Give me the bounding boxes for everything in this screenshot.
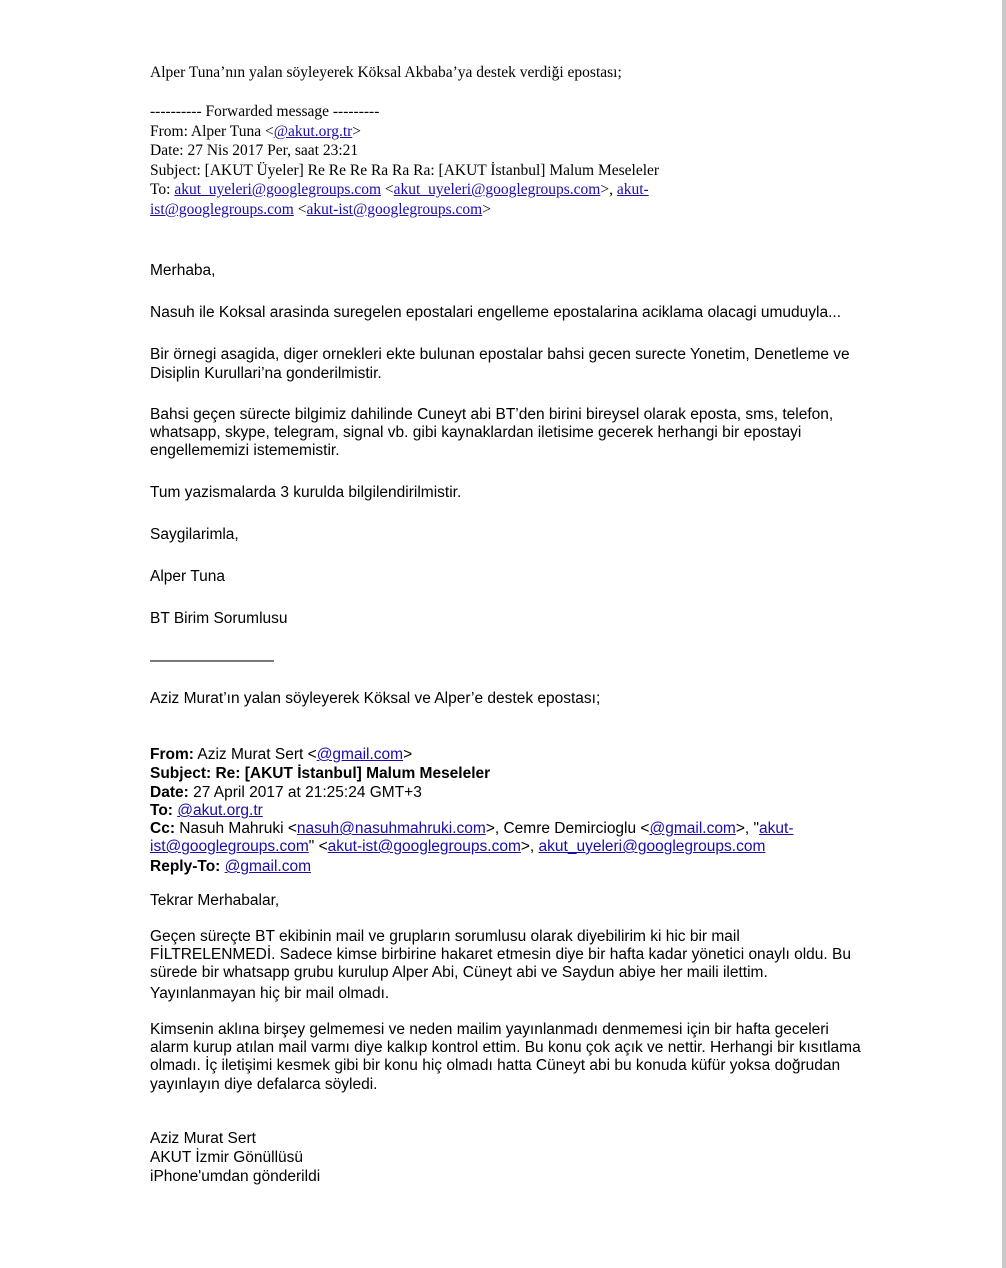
- body2-paragraph-2-line-3: olmadı. İç iletişimi kesmek gibi bir konu hiç olmadı hatta Cüneyt abi bu konuda küfür yoksa doğrudan: [150, 1057, 841, 1074]
- body2-paragraph-2-line-4: yayınlayın diye defalarca söyledi.: [150, 1076, 378, 1093]
- body1-paragraph-2-line-1: Bir örnegi asagida, diger ornekleri ekte bulunan epostalar bahsi gecen surecte Yonetim, Denetleme ve: [150, 346, 850, 363]
- msg2-replyto-line: [150, 857, 311, 876]
- body2-paragraph-1-line-1: Geçen süreçte BT ekibinin mail ve grupların sorumlusu olarak diyebilirim ki hic bir mail: [150, 928, 740, 945]
- msg2-subject-line: Subject: Re: [AKUT İstanbul] Malum Meseleler: [150, 765, 491, 782]
- msg2-date-label: Date:: [150, 784, 189, 801]
- fwd-to-sep-3: <: [293, 201, 307, 218]
- body1-closing: Saygilarimla,: [150, 526, 239, 543]
- body1-paragraph-3-line-3: engellememizi istememistir.: [150, 442, 340, 459]
- body1-paragraph-4: Tum yazismalarda 3 kurulda bilgilendirilmistir.: [150, 484, 462, 501]
- body2-signature-org: AKUT İzmir Gönüllüsü: [150, 1149, 304, 1166]
- fwd-to-link-4[interactable]: akut-ist@googlegroups.com: [306, 201, 483, 218]
- msg2-to-label: To:: [150, 802, 173, 819]
- body1-greeting: Merhaba,: [150, 262, 216, 279]
- msg2-from-suffix: >: [403, 746, 413, 763]
- body2-paragraph-2-line-2: alarm kurup atılan mail varmı diye kalkıp kontrol ettim. Bu konu çok açık ve nettir. Herhangi bir kısıtlama: [150, 1039, 861, 1056]
- msg2-replyto-label: Reply-To:: [150, 858, 221, 875]
- msg2-cc-text-1: Nasuh Mahruki <: [174, 820, 297, 837]
- msg2-cc-label: Cc:: [150, 820, 175, 837]
- fwd-from-email-link[interactable]: @akut.org.tr: [273, 123, 353, 140]
- msg2-cc-link-3b[interactable]: ist@googlegroups.com: [150, 838, 309, 855]
- msg2-cc-link-1[interactable]: nasuh@nasuhmahruki.com: [296, 820, 486, 837]
- msg2-to-email-link[interactable]: @akut.org.tr: [177, 802, 263, 819]
- fwd-from-suffix: >: [352, 123, 362, 140]
- fwd-to-line: [150, 180, 649, 199]
- msg2-cc-text-2: >, Cemre Demircioglu <: [485, 820, 650, 837]
- fwd-to-link-3a[interactable]: akut-: [616, 181, 649, 198]
- msg2-cc-line: [150, 819, 794, 838]
- fwd-to-sep-2: >,: [600, 181, 617, 198]
- fwd-to-prefix: To:: [150, 181, 175, 198]
- body1-paragraph-2-line-2: Disiplin Kurullari’na gonderilmistir.: [150, 365, 382, 382]
- body2-paragraph-2-line-1: Kimsenin aklına birşey gelmemesi ve neden mailim yayınlanmadı denmemesi için bir hafta geceleri: [150, 1021, 829, 1038]
- msg2-from-line: [150, 745, 412, 764]
- msg2-date-text: 27 April 2017 at 21:25:24 GMT+3: [188, 784, 422, 801]
- body1-dash-divider: ————————: [150, 652, 274, 669]
- msg2-to-line: [150, 801, 263, 820]
- fwd-to-line-2: [150, 200, 491, 219]
- msg2-replyto-email-link[interactable]: @gmail.com: [224, 858, 312, 875]
- fwd-to-sep-1: <: [381, 181, 394, 198]
- body2-greeting: Tekrar Merhabalar,: [150, 892, 280, 909]
- body1-paragraph-1: Nasuh ile Koksal arasinda suregelen epostalari engelleme epostalarina aciklama olacagi umuduyla...: [150, 304, 842, 321]
- fwd-subject-line: Subject: [AKUT Üyeler] Re Re Re Ra Ra Ra: [AKUT İstanbul] Malum Meseleler: [150, 162, 660, 179]
- msg2-from-email-link[interactable]: @gmail.com: [316, 746, 404, 763]
- body2-signature-device: iPhone'umdan gönderildi: [150, 1168, 321, 1185]
- fwd-date-line: Date: 27 Nis 2017 Per, saat 23:21: [150, 142, 359, 159]
- msg2-cc-link-5[interactable]: akut_uyeleri@googlegroups.com: [538, 838, 766, 855]
- body2-paragraph-1-line-4: Yayınlanmayan hiç bir mail olmadı.: [150, 985, 390, 1002]
- fwd-to-link-2[interactable]: akut_uyeleri@googlegroups.com: [393, 181, 601, 198]
- msg2-cc-text-5: >,: [520, 838, 539, 855]
- msg2-cc-text-3: >, ": [735, 820, 760, 837]
- fwd-to-link-3b[interactable]: ist@googlegroups.com: [150, 201, 294, 218]
- msg2-cc-link-3a[interactable]: akut-: [759, 820, 794, 837]
- fwd-to-link-1[interactable]: akut_uyeleri@googlegroups.com: [174, 181, 382, 198]
- forward-separator: ---------- Forwarded message ---------: [150, 103, 380, 120]
- fwd-to-sep-4: >: [482, 201, 491, 218]
- body2-paragraph-1-line-3: sürede bir whatsapp grubu kurulup Alper Abi, Cüneyt abi ve Saydun abiye her maili ilettim.: [150, 964, 768, 981]
- body1-paragraph-3-line-2: whatsapp, skype, telegram, signal vb. gibi kaynaklardan iletisime gecerek herhangi bir epostayi: [150, 424, 802, 441]
- msg2-cc-link-4[interactable]: akut-ist@googlegroups.com: [327, 838, 521, 855]
- msg2-cc-line-2: [150, 837, 765, 856]
- page-edge: [1002, 0, 1006, 1268]
- intro2-line: Aziz Murat’ın yalan söyleyerek Köksal ve Alper’e destek epostası;: [150, 690, 601, 707]
- msg2-date-line: [150, 783, 422, 802]
- intro-line: Alper Tuna’nın yalan söyleyerek Köksal Akbaba’ya destek verdiği epostası;: [150, 64, 622, 81]
- msg2-from-label: From:: [150, 746, 194, 763]
- body2-signature-name: Aziz Murat Sert: [150, 1130, 256, 1147]
- body1-signature-title: BT Birim Sorumlusu: [150, 610, 288, 627]
- body2-paragraph-1-line-2: FİLTRELENMEDİ. Sadece kimse birbirine hakaret etmesin diye bir hafta kadar yönetici onaylı oldu. Bu: [150, 946, 851, 963]
- fwd-from-prefix: From: Alper Tuna <: [150, 123, 274, 140]
- msg2-cc-text-4: " <: [308, 838, 328, 855]
- fwd-from-line: [150, 122, 361, 141]
- msg2-cc-link-2[interactable]: @gmail.com: [649, 820, 736, 837]
- body1-signature-name: Alper Tuna: [150, 568, 225, 585]
- msg2-from-text: Aziz Murat Sert <: [193, 746, 317, 763]
- body1-paragraph-3-line-1: Bahsi geçen sürecte bilgimiz dahilinde Cuneyt abi BT’den birini bireysel olarak eposta, sms, telefon,: [150, 406, 834, 423]
